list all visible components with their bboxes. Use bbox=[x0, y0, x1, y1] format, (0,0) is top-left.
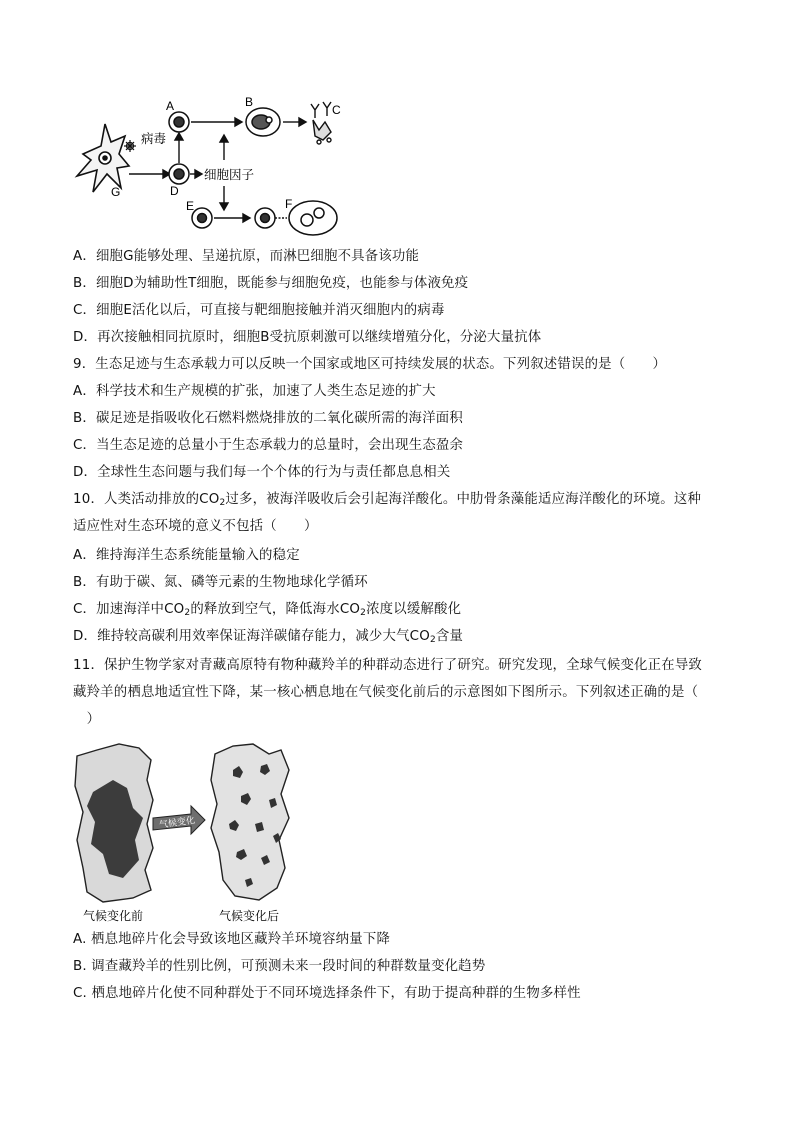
arrow-d-to-cytokine bbox=[190, 170, 202, 178]
cell-b-plasma bbox=[246, 108, 280, 136]
q11-option-c: C. 栖息地碎片化使不同种群处于不同环境选择条件下，有助于提高种群的生物多样性 bbox=[73, 986, 581, 1001]
arrow-e-to-activated bbox=[214, 214, 250, 222]
q11-option-a: A. 栖息地碎片化会导致该地区藏羚羊环境容纳量下降 bbox=[73, 932, 391, 947]
arrow-cytokine-down bbox=[220, 186, 228, 210]
q11-stem-line-3: ） bbox=[73, 712, 101, 727]
virus-label: 病毒 bbox=[141, 132, 167, 146]
cell-e bbox=[192, 208, 212, 228]
cell-d-label: D bbox=[170, 184, 179, 198]
cell-d bbox=[169, 164, 189, 184]
q10-option-b: B．有助于碳、氮、磷等元素的生物地球化学循环 bbox=[73, 575, 368, 590]
q10-option-a: A．维持海洋生态系统能量输入的稳定 bbox=[73, 548, 300, 563]
q11-stem-line-2: 藏羚羊的栖息地适宜性下降，某一核心栖息地在气候变化前后的示意图如下图所示。下列叙述正确的是（ bbox=[73, 685, 699, 700]
virus-icon bbox=[124, 140, 136, 152]
cell-c-label: C bbox=[332, 103, 341, 117]
immune-response-diagram bbox=[73, 96, 343, 238]
q10-stem-line-1: 10．人类活动排放的$CO_2$过多，被海洋吸收后会引起海洋酸化。中肋骨条藻能适应海洋酸化的环境。这种 bbox=[73, 492, 702, 508]
q9-option-a: A．科学技术和生产规模的扩张，加速了人类生态足迹的扩大 bbox=[73, 384, 436, 399]
habitat-before-panel bbox=[75, 744, 153, 902]
before-label: 气候变化前 bbox=[83, 909, 144, 923]
q10-option-d: D．维持较高碳利用效率保证海洋碳储存能力，减少大气$CO_2$含量 bbox=[73, 629, 464, 645]
q9-option-c: C．当生态足迹的总量小于生态承载力的总量时，会出现生态盈余 bbox=[73, 438, 464, 453]
q8-option-d: D．再次接触相同抗原时，细胞B受抗原刺激可以继续增殖分化，分泌大量抗体 bbox=[73, 330, 542, 345]
cytokine-label: 细胞因子 bbox=[204, 168, 255, 182]
cell-f-label: F bbox=[285, 197, 293, 211]
habitat-after-panel bbox=[211, 744, 289, 900]
q8-option-c: C．细胞E活化以后，可直接与靶细胞接触并消灭细胞内的病毒 bbox=[73, 303, 445, 318]
arrow-cytokine-up bbox=[220, 135, 228, 160]
after-label: 气候变化后 bbox=[219, 909, 280, 923]
q11-option-b: B. 调查藏羚羊的性别比例，可预测未来一段时间的种群数量变化趋势 bbox=[73, 959, 486, 974]
cell-a-label: A bbox=[166, 99, 175, 113]
cell-e-label: E bbox=[186, 199, 195, 213]
antibody-icon bbox=[311, 102, 331, 144]
q11-stem-line-1: 11．保护生物学家对青藏高原特有物种藏羚羊的种群动态进行了研究。研究发现，全球气候变化正在导致 bbox=[73, 658, 703, 673]
q8-option-a: A．细胞G能够处理、呈递抗原，而淋巴细胞不具备该功能 bbox=[73, 249, 420, 264]
q8-option-b: B．细胞D为辅助性T细胞，既能参与细胞免疫，也能参与体液免疫 bbox=[73, 276, 469, 291]
cell-g-label: G bbox=[111, 185, 121, 199]
cell-b-label: B bbox=[245, 96, 254, 109]
arrow-a-to-b bbox=[191, 118, 242, 126]
cell-g-dendritic bbox=[77, 124, 129, 192]
habitat-fragmentation-figure bbox=[73, 740, 295, 925]
cell-a bbox=[169, 112, 189, 132]
q10-option-c: C．加速海洋中$CO_2$的释放到空气，降低海水$CO_2$浓度以缓解酸化 bbox=[73, 602, 462, 618]
activated-cell-e bbox=[255, 208, 287, 228]
arrow-b-to-c bbox=[283, 118, 306, 126]
cell-f-target bbox=[289, 201, 337, 235]
climate-change-arrow-label: 气候变化 bbox=[158, 814, 196, 830]
climate-change-arrow bbox=[153, 806, 205, 834]
q9-stem: 9．生态足迹与生态承载力可以反映一个国家或地区可持续发展的状态。下列叙述错误的是（ ） bbox=[73, 357, 667, 372]
q10-stem-line-2: 适应性对生态环境的意义不包括（ ） bbox=[73, 519, 318, 534]
arrow-d-to-a bbox=[175, 133, 183, 163]
q9-option-b: B．碳足迹是指吸收化石燃料燃烧排放的二氧化碳所需的海洋面积 bbox=[73, 411, 463, 426]
q9-option-d: D．全球性生态问题与我们每一个个体的行为与责任都息息相关 bbox=[73, 465, 451, 480]
arrow-g-to-d bbox=[129, 170, 170, 178]
